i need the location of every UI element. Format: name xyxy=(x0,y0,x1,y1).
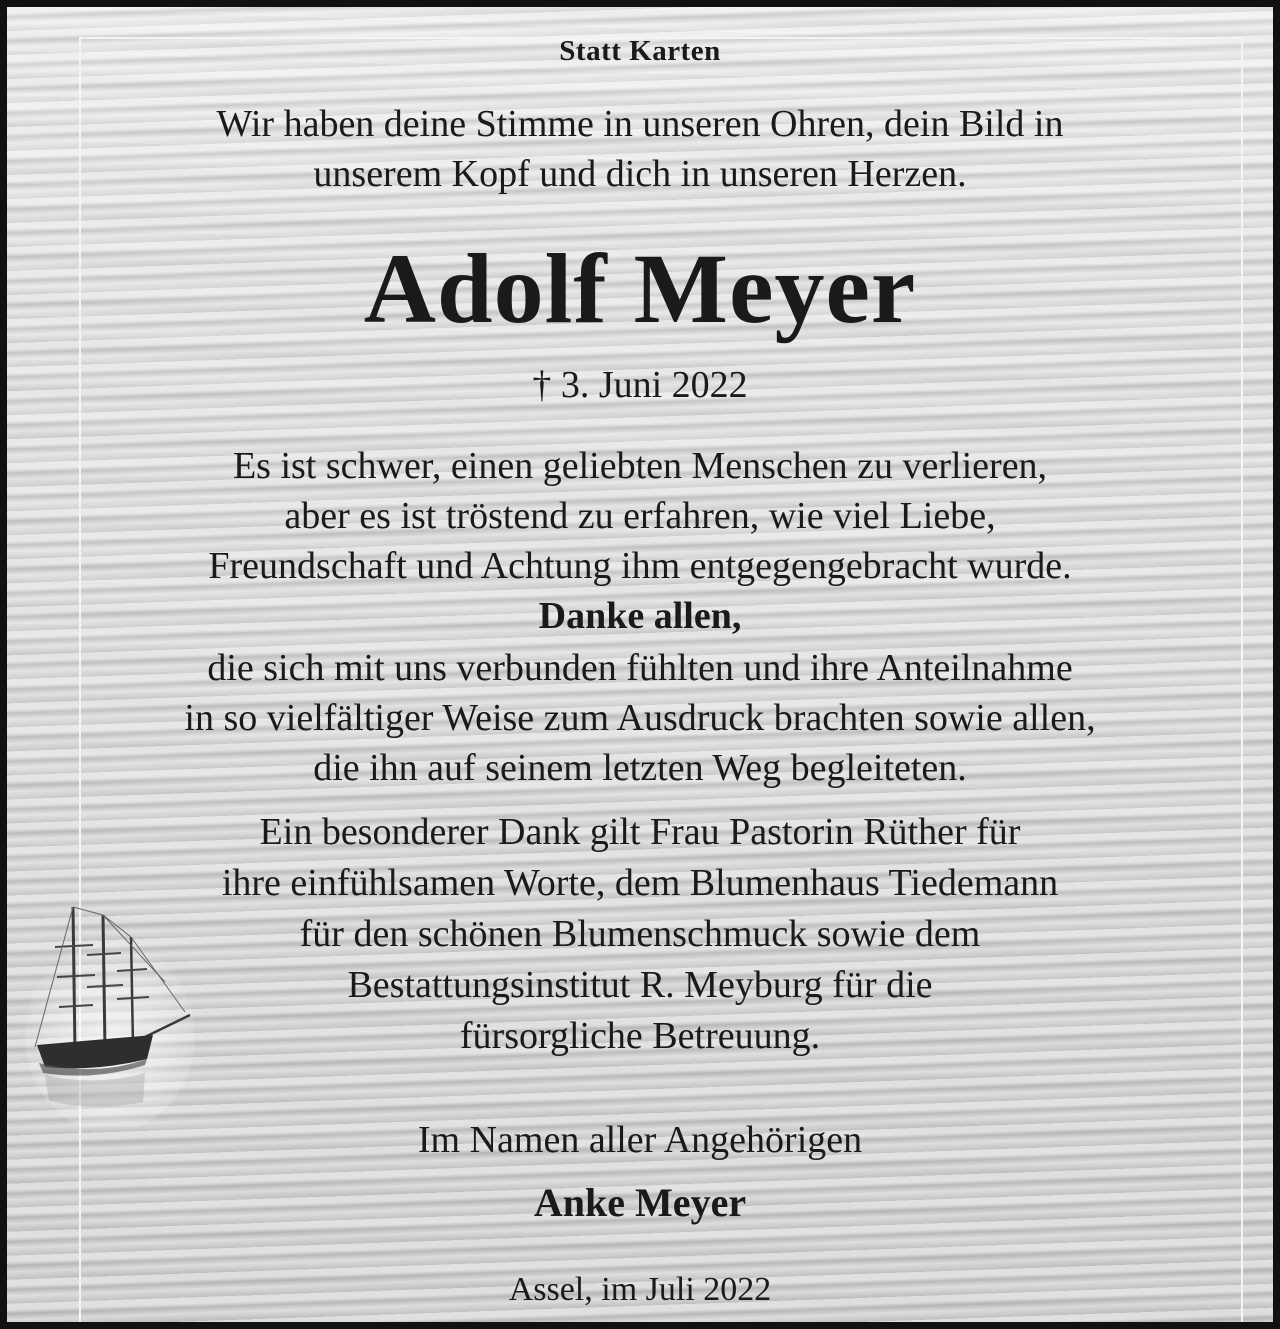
message-line: Freundschaft und Achtung ihm entgegengebracht wurde. xyxy=(208,545,1072,587)
message-line: Ein besonderer Dank gilt Frau Pastorin Rüther für xyxy=(259,811,1021,853)
message-line: die ihn auf seinem letzten Weg begleiteten. xyxy=(313,747,967,789)
message-line: aber es ist tröstend zu erfahren, wie viel Liebe, xyxy=(284,495,996,537)
deceased-name: Adolf Meyer xyxy=(363,233,917,344)
thanks-heading: Danke allen, xyxy=(538,595,742,637)
message-line: ihre einfühlsamen Worte, dem Blumenhaus Tiedemann xyxy=(221,862,1059,904)
message-line: Es ist schwer, einen geliebten Menschen zu verlieren, xyxy=(232,445,1048,487)
header-label: Statt Karten xyxy=(559,35,721,67)
message-line: fürsorgliche Betreuung. xyxy=(459,1015,821,1057)
signer-name: Anke Meyer xyxy=(533,1180,747,1225)
message-line: für den schönen Blumenschmuck sowie dem xyxy=(299,913,981,955)
message-line: Bestattungsinstitut R. Meyburg für die xyxy=(347,964,933,1006)
quote-line-1: Wir haben deine Stimme in unseren Ohren, dein Bild in xyxy=(216,103,1064,145)
message-line: in so vielfältiger Weise zum Ausdruck brachten sowie allen, xyxy=(184,697,1096,739)
message-line: die sich mit uns verbunden fühlten und ihre Anteilnahme xyxy=(207,647,1073,689)
quote-line-2: unserem Kopf und dich in unseren Herzen. xyxy=(313,153,967,195)
place-date: Assel, im Juli 2022 xyxy=(508,1271,772,1308)
death-date: † 3. Juni 2022 xyxy=(532,364,748,406)
signature-intro: Im Namen aller Angehörigen xyxy=(417,1119,863,1161)
